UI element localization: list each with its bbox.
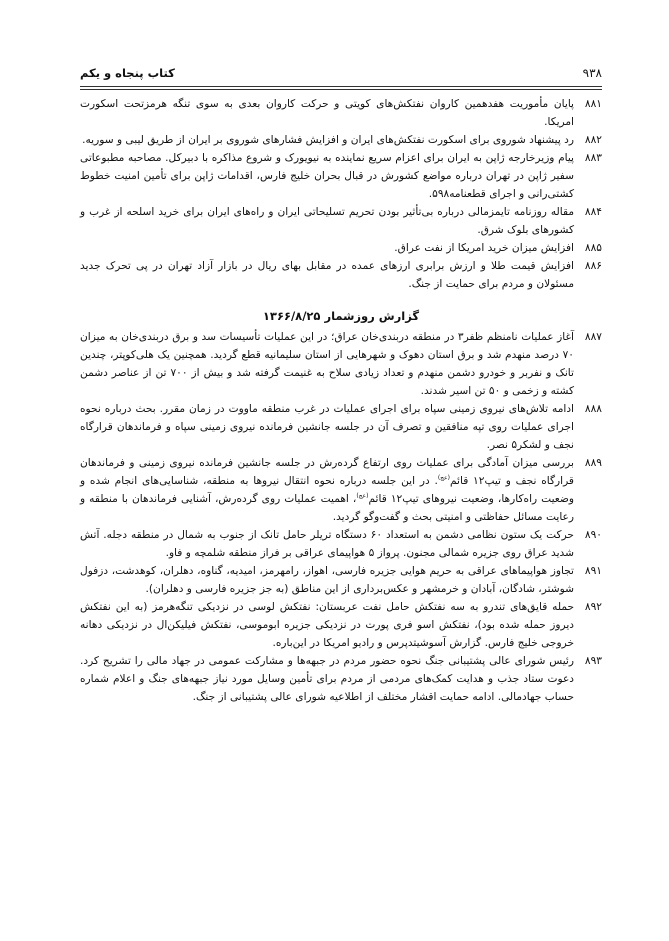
entry-number: ۸۸۴ [584,206,602,218]
list-item [80,203,602,239]
entry-text: افزایش میزان خرید امریکا از نفت عراق. [394,242,574,254]
header-rule [80,86,602,87]
entry-number: ۸۸۷ [584,331,602,343]
list-item [80,562,602,598]
entry-number: ۸۸۹ [584,457,602,469]
entry-number: ۸۹۰ [584,529,602,541]
list-item [80,652,602,706]
list-item [80,598,602,652]
list-item [80,526,602,562]
entry-text-part: . در این جلسه درباره نحوه انتقال نیروها به منطقه، شناسایی‌های انجام شده و وضعیت راه‌کارها، وضعیت نیروهای تیپ۱۲ قائم [80,475,574,505]
list-item [80,400,602,454]
entry-number: ۸۸۵ [584,242,602,254]
entry-text: رئیس شورای عالی پشتیبانی جنگ نحوه حضور مردم در جبهه‌ها و مشارکت عمومی در جهاد مالی را تشریح کرد. دعوت ستاد جذب و هدایت کمک‌های مردمی از مردم برای تأمین وسایل مورد نیاز جبهه‌های جنگ و اعلام شماره حساب جهادمالی. ادامه حمایت اقشار مختلف از اطلاعیه شورای عالی پشتیبانی از جنگ. [80,655,574,703]
list-item [80,131,602,149]
entry-text: پیام وزیرخارجه ژاپن به ایران برای اعزام سریع نماینده به نیویورک و شروع مذاکره با دبیرکل. مصاحبه مطبوعاتی سفیر ژاپن در تهران درباره مواضع کشورش در قبال بحران خلیج فارس، اقدامات ژاپن برای تأمین امنیت خطوط کشتی‌رانی و اجرای قطعنامه۵۹۸. [80,152,574,200]
page-number: ۹۳۸ [582,66,602,80]
entry-text: رد پیشنهاد شوروی برای اسکورت نفتکش‌های ایران و افزایش فشارهای شوروی بر ایران از طریق لیبی و سوریه. [82,134,574,146]
section-heading: گزارش روزشمار ۱۳۶۶/۸/۲۵ [262,309,420,323]
entry-text: مقاله روزنامه تایمزمالی درباره بی‌تأثیر بودن تحریم تسلیحاتی ایران و راه‌های ایران برای خرید اسلحه از غرب و کشورهای بلوک شرق. [80,206,574,236]
list-item [80,454,602,526]
superscript-honorific: (عج) [356,492,369,500]
entry-text: آغاز عملیات نامنظم ظفر۳ در منطقه دربندی‌خان عراق؛ در این عملیات تأسیسات سد و برق دربندی‌خان به میزان ۷۰ درصد منهدم شد و برق استان دهوک و شهرهایی از استان سلیمانیه قطع گردید. همچنین یک هلی‌کوپتر، چندین تانک و نفربر و خودرو دشمن منهدم و تعداد زیادی سلاح به غنیمت گرفته شد و بیش از ۷۰۰ تن از عناصر دشمن کشته و زخمی و ۵۰ تن اسیر شدند. [80,331,574,397]
list-item [80,239,602,257]
entry-number: ۸۸۶ [584,260,602,272]
entry-number: ۸۸۳ [584,152,602,164]
book-title: کتاب پنجاه و یکم [80,66,175,80]
superscript-honorific: (عج) [437,474,450,482]
entry-number: ۸۸۱ [584,98,602,110]
page-body [80,95,602,706]
entry-number: ۸۸۲ [584,134,602,146]
entry-number: ۸۹۲ [584,601,602,613]
list-item [80,95,602,131]
entry-number: ۸۸۸ [584,403,602,415]
entry-text: حرکت یک ستون نظامی دشمن به استعداد ۶۰ دستگاه تریلر حامل تانک از جنوب به شمال در منطقه دجله. آتش شدید عراق روی جزیره شمالی مجنون. پرواز ۵ هواپیمای عراقی بر فراز منطقه شلمچه و فاو. [80,529,574,559]
entry-text: حمله قایق‌های تندرو به سه نفتکش حامل نفت عربستان: نفتکش لوسی در نزدیکی تنگه‌هرمز (به این نفتکش دیروز حمله شده بود)، نفتکش اسو فری پورت در نزدیکی جزیره ابوموسی، نفتکش فیلیکن‌ال در نزدیکی دهانه خروجی خلیج فارس. گزارش آسوشیتدپرس و رادیو امریکا در این‌باره. [80,601,574,649]
entry-number: ۸۹۳ [584,655,602,667]
page-header [80,66,602,84]
entry-number: ۸۹۱ [584,565,602,577]
list-item [80,328,602,400]
entry-text-part: بررسی میزان آمادگی برای عملیات روی ارتفاع گرده‌رش در جلسه جانشین فرمانده نیروی زمینی و فرماندهان قرارگاه نجف و تیپ۱۲ قائم [80,457,574,487]
list-item [80,257,602,293]
entry-text: ادامه تلاش‌های نیروی زمینی سپاه برای اجرای عملیات در غرب منطقه ماووت در زمان مقرر. بحث درباره نحوه اجرای عملیات روی تپه منافقین و تصرف آن در جلسه جانشین فرمانده نیروی زمینی سپاه و فرماندهان قرارگاه نجف و لشکر۵ نصر. [80,403,574,451]
entry-text: تجاوز هواپیماهای عراقی به حریم هوایی جزیره فارسی، اهواز، رامهرمز، امیدیه، گناوه، دهلران، کوهدشت، دزفول شوشتر، شادگان، آبادان و خرمشهر و عکس‌برداری از این مناطق (به جز جزیره فارسی و دهلران). [80,565,574,595]
entry-text: افزایش قیمت طلا و ارزش برابری ارزهای عمده در مقابل بهای ریال در بازار آزاد تهران در پی تحرک جدید مسئولان و مردم برای حمایت از جنگ. [80,260,574,290]
entry-text: پایان مأموریت هفدهمین کاروان نفتکش‌های کویتی و حرکت کاروان بعدی به سوی تنگه هرمزتحت اسکورت امریکا. [80,98,574,128]
header-rule-secondary [80,89,602,90]
entry-text [80,454,580,526]
entry-text-part: ، اهمیت عملیات روی گرده‌رش، آشنایی فرماندهان با منطقه و رعایت مسائل حفاظتی و امنیتی بحث و گفت‌وگو گردید. [80,493,574,523]
list-item [80,149,602,203]
